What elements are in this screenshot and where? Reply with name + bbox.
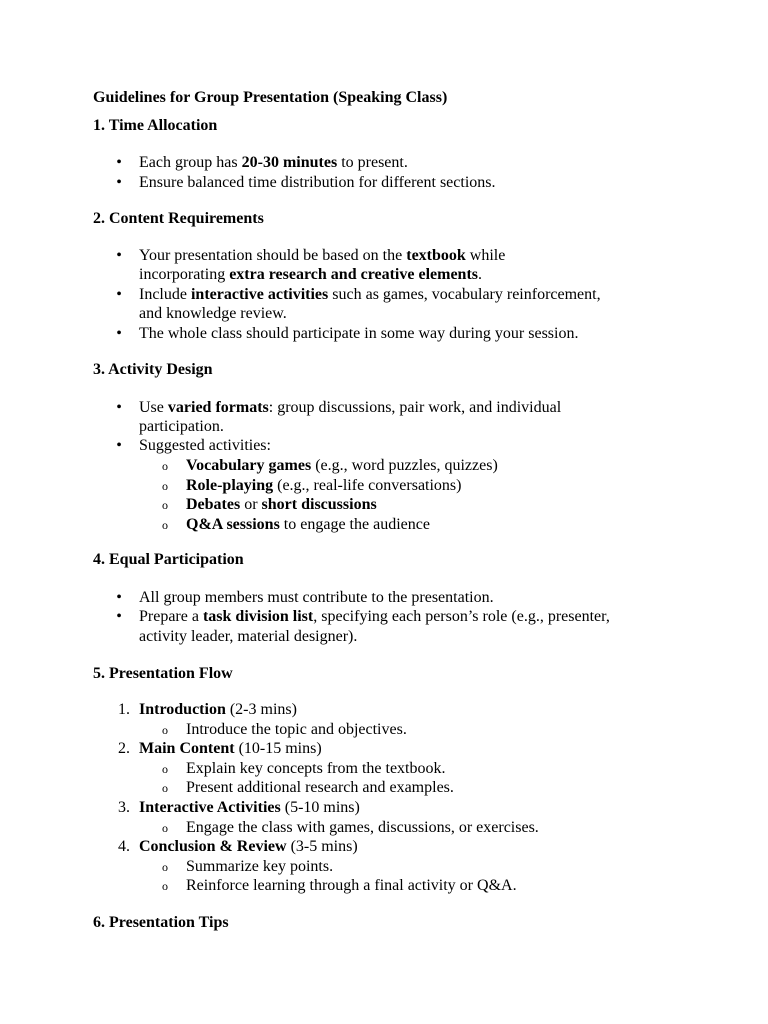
list-item: Suggested activities:: [139, 437, 271, 454]
section-heading-content-requirements: 2. Content Requirements: [93, 210, 264, 227]
list-item-continuation: participation.: [139, 418, 224, 435]
sub-list-item: Explain key concepts from the textbook.: [186, 760, 446, 777]
section-heading-activity-design: 3. Activity Design: [93, 361, 213, 378]
section-heading-presentation-flow: 5. Presentation Flow: [93, 665, 233, 682]
sub-bullet-icon: o: [162, 723, 168, 737]
document-title: Guidelines for Group Presentation (Speaking Class): [93, 89, 448, 106]
list-item: All group members must contribute to the presentation.: [139, 589, 494, 606]
sub-bullet-icon: o: [162, 518, 168, 532]
sub-list-item: Q&A sessions to engage the audience: [186, 516, 430, 533]
sub-list-item: Vocabulary games (e.g., word puzzles, quizzes): [186, 457, 498, 474]
sub-list-item: Present additional research and examples.: [186, 779, 454, 796]
bullet-icon: •: [116, 437, 122, 454]
sub-bullet-icon: o: [162, 821, 168, 835]
numbered-item: Main Content (10-15 mins): [139, 740, 322, 757]
bullet-icon: •: [116, 608, 122, 625]
bullet-icon: •: [116, 286, 122, 303]
numbered-item: Introduction (2-3 mins): [139, 701, 297, 718]
section-heading-time-allocation: 1. Time Allocation: [93, 117, 218, 134]
sub-bullet-icon: o: [162, 479, 168, 493]
sub-bullet-icon: o: [162, 860, 168, 874]
sub-list-item: Reinforce learning through a final activity or Q&A.: [186, 877, 517, 894]
section-heading-presentation-tips: 6. Presentation Tips: [93, 914, 229, 931]
list-item: Each group has 20-30 minutes to present.: [139, 154, 408, 171]
list-item-continuation: and knowledge review.: [139, 305, 287, 322]
sub-list-item: Introduce the topic and objectives.: [186, 721, 407, 738]
list-item: Ensure balanced time distribution for different sections.: [139, 174, 496, 191]
sub-bullet-icon: o: [162, 762, 168, 776]
numbered-item: Conclusion & Review (3-5 mins): [139, 838, 358, 855]
list-item: Prepare a task division list, specifying each person’s role (e.g., presenter,: [139, 608, 610, 625]
numbered-item: Interactive Activities (5-10 mins): [139, 799, 360, 816]
sub-list-item: Role-playing (e.g., real-life conversations): [186, 477, 462, 494]
list-number: 4.: [118, 838, 130, 855]
list-number: 2.: [118, 740, 130, 757]
sub-list-item: Summarize key points.: [186, 858, 334, 875]
bullet-icon: •: [116, 589, 122, 606]
sub-bullet-icon: o: [162, 879, 168, 893]
bullet-icon: •: [116, 247, 122, 264]
list-item: Include interactive activities such as games, vocabulary reinforcement,: [139, 286, 601, 303]
list-item-continuation: activity leader, material designer).: [139, 628, 358, 645]
list-item: The whole class should participate in some way during your session.: [139, 325, 579, 342]
section-heading-equal-participation: 4. Equal Participation: [93, 551, 244, 568]
bullet-icon: •: [116, 174, 122, 191]
sub-list-item: Debates or short discussions: [186, 496, 377, 513]
bullet-icon: •: [116, 154, 122, 171]
list-item: Your presentation should be based on the textbook while: [139, 247, 506, 264]
bullet-icon: •: [116, 325, 122, 342]
sub-bullet-icon: o: [162, 781, 168, 795]
sub-bullet-icon: o: [162, 498, 168, 512]
sub-bullet-icon: o: [162, 459, 168, 473]
bullet-icon: •: [116, 399, 122, 416]
list-item-continuation: incorporating extra research and creative elements.: [139, 266, 483, 283]
list-number: 1.: [118, 701, 130, 718]
sub-list-item: Engage the class with games, discussions, or exercises.: [186, 819, 539, 836]
list-number: 3.: [118, 799, 130, 816]
list-item: Use varied formats: group discussions, pair work, and individual: [139, 399, 562, 416]
